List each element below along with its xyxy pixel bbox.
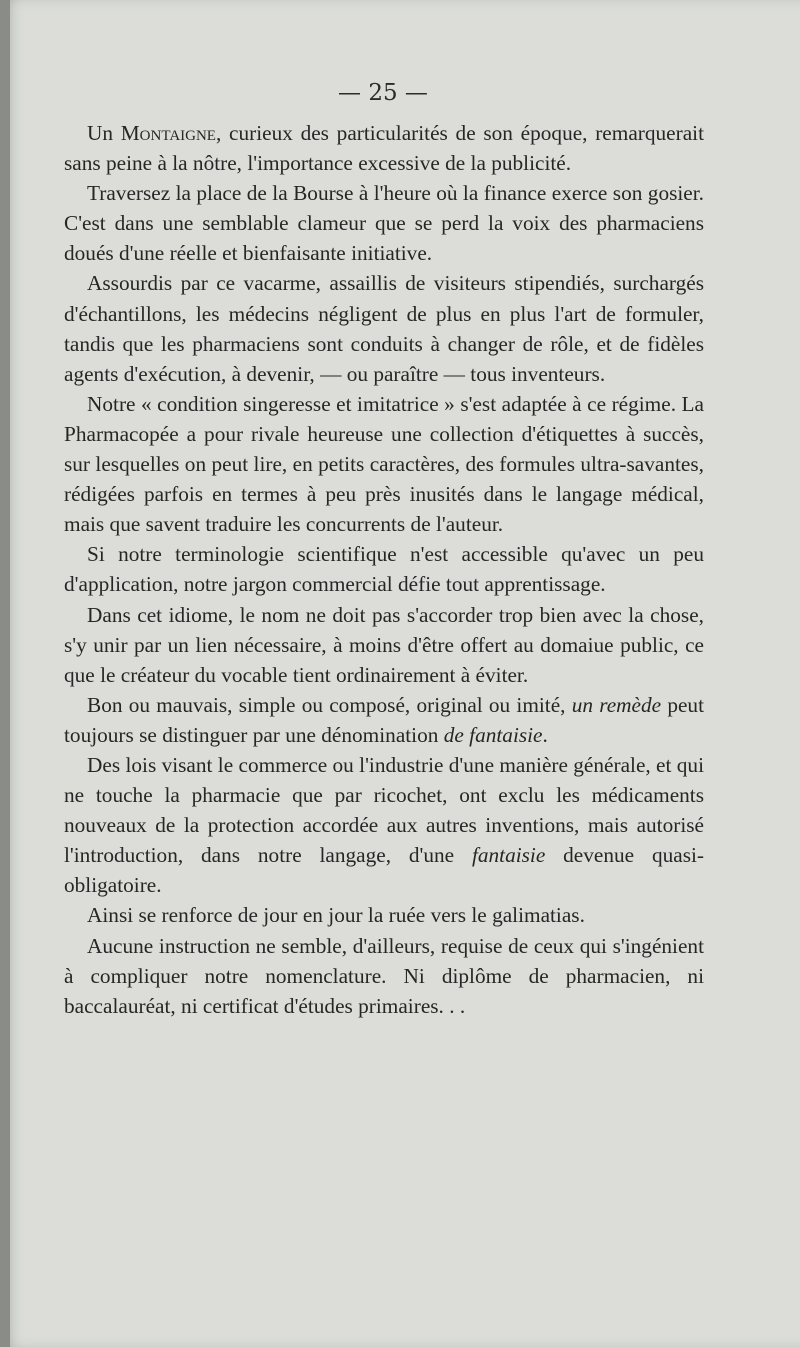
paragraph-8 bbox=[64, 750, 704, 900]
paragraph-7-start: Bon ou mauvais, simple ou composé, original ou imité, bbox=[87, 692, 572, 717]
paragraph-6: Dans cet idiome, le nom ne doit pas s'accorder trop bien avec la chose, s'y unir par un lien nécessaire, à moins d'être offert au domaiue public, ce que le créateur du vocable tient ordinairement à éviter. bbox=[64, 602, 704, 687]
italic-term-remede: un remède bbox=[571, 692, 662, 717]
paragraph-8-start: Des lois visant le commerce ou l'industrie d'une manière générale, et qui ne touche la pharmacie que par ricochet, ont exclu les médicaments nouveaux de la protection accordée aux autres inventions, mais autorisé l'introduction, dans notre langage, d'une bbox=[64, 752, 704, 868]
paragraph-8-end: devenue quasi-obligatoire. bbox=[64, 843, 704, 898]
paragraph-9: Ainsi se renforce de jour en jour la ruée vers le galimatias. bbox=[87, 903, 585, 928]
paragraph-7-middle: peut toujours se distinguer par une dénomination bbox=[64, 692, 704, 747]
author-name: Montaigne bbox=[120, 121, 216, 145]
italic-term-fantaisie: fantaisie bbox=[471, 843, 546, 868]
body-text bbox=[64, 118, 704, 1021]
paragraph-5: Si notre terminologie scientifique n'est accessible qu'avec un peu d'application, notre jargon commercial défie tout apprentissage. bbox=[64, 542, 704, 597]
paragraph-3: Assourdis par ce vacarme, assaillis de visiteurs stipendiés, surchargés d'échantillons, les médecins négligent de plus en plus l'art de formuler, tandis que les pharmaciens sont conduits à changer de rôle, et de fidèles agents d'exécution, à devenir, — ou paraître — tous inventeurs. bbox=[64, 271, 704, 386]
italic-term-de-fantaisie: de fantaisie bbox=[443, 722, 543, 747]
page-binding-edge bbox=[0, 0, 10, 1347]
paragraph-1 bbox=[64, 118, 704, 178]
paragraph-7-end: . bbox=[542, 722, 548, 747]
paragraph-10: Aucune instruction ne semble, d'ailleurs, requise de ceux qui s'ingénient à compliquer notre nomenclature. Ni diplôme de pharmacien, ni baccalauréat, ni certificat d'études primaires. . . bbox=[64, 933, 704, 1018]
paragraph-4: Notre « condition singeresse et imitatrice » s'est adaptée à ce régime. La Pharmacopée a pour rivale heureuse une collection d'étiquettes à succès, sur lesquelles on peut lire, en petits caractères, des formules ultra-savantes, rédigées parfois en termes à peu près inusités dans le langage médical, mais que savent traduire les concurrents de l'auteur. bbox=[64, 391, 704, 537]
paragraph-7 bbox=[64, 690, 704, 750]
page-number: — 25 — bbox=[338, 80, 428, 106]
paragraph-2: Traversez la place de la Bourse à l'heure où la finance exerce son gosier. C'est dans une semblable clameur que se perd la voix des pharmaciens doués d'une réelle et bienfaisante initiative. bbox=[64, 181, 704, 266]
paragraph-1-rest: , curieux des particularités de son époque, remarquerait sans peine à la nôtre, l'importance excessive de la publicité. bbox=[64, 121, 704, 176]
paragraph-1-start: Un bbox=[87, 121, 121, 145]
